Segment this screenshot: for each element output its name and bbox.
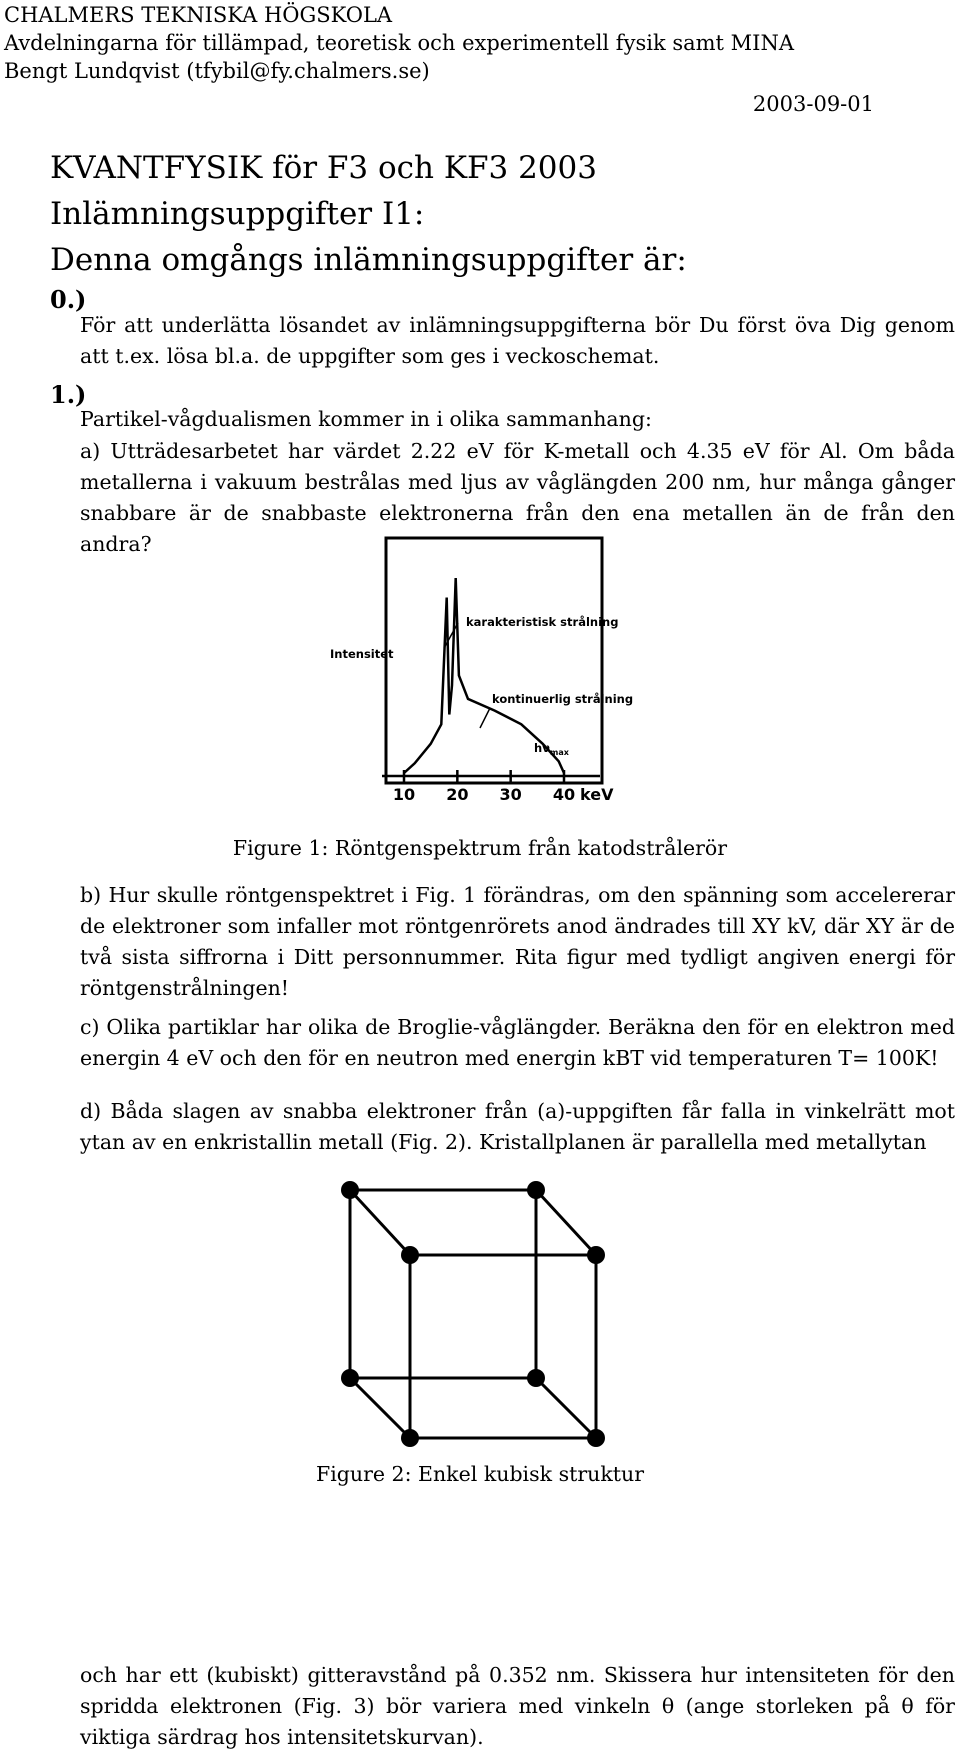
- cubic-structure-figure: [300, 1160, 660, 1440]
- task1d-text: d) Båda slagen av snabba elektroner från (a)-uppgiften får falla in vinkelrätt mot ytan av en enkristallin metall (Fig. 2). Kristallplanen är parallella med metallytan: [80, 1099, 955, 1154]
- xray-spectrum-figure: [330, 538, 634, 808]
- figure1-caption: Figure 1: Röntgenspektrum från katodstrålerör: [232, 836, 728, 860]
- atom: [587, 1246, 605, 1264]
- atom: [401, 1246, 419, 1264]
- task1-intro: Partikel-vågdualismen kommer in i olika sammanhang:: [80, 407, 652, 431]
- figure1-annot-characteristic: [466, 615, 618, 629]
- task1a-text: a) Utträdesarbetet har värdet 2.22 eV för K-metall och 4.35 eV för Al. Om båda metallerna i vakuum bestrålas med ljus av våglängden 200 nm, hur många gånger snabbare är de snabbaste elektronerna från den ena metallen än de från den andra?: [80, 439, 955, 556]
- x-tick-label: 30: [499, 785, 522, 804]
- figure2-caption: Figure 2: Enkel kubisk struktur: [316, 1462, 644, 1486]
- task1d-continued-text: och har ett (kubiskt) gitteravstånd på 0.352 nm. Skissera hur intensiteten för den spridda elektronen (Fig. 3) bör variera med vinkeln θ (ange storleken på θ för viktiga särdrag hos intensitetskurvan).: [80, 1663, 955, 1749]
- atom: [527, 1369, 545, 1387]
- task0-number: 0.): [50, 285, 87, 314]
- atom: [341, 1369, 359, 1387]
- figure1-annot-char-text: karakteristisk strålning: [466, 615, 619, 629]
- atom: [401, 1429, 419, 1447]
- x-tick-label: 40: [552, 785, 576, 804]
- institution-line: CHALMERS TEKNISKA HÖGSKOLA: [4, 3, 393, 27]
- figure1-ylabel: Intensitet: [330, 647, 394, 661]
- figure1-annot-hv-text: hν: [534, 741, 551, 755]
- department-line: Avdelningarna för tillämpad, teoretisk och experimentell fysik samt MINA: [4, 31, 795, 55]
- x-unit-label: keV: [580, 785, 614, 804]
- task1c-text: c) Olika partiklar har olika de Broglie-våglängder. Beräkna den för en elektron med energin 4 eV och den för en neutron med energin kBT vid temperaturen T= 100K!: [80, 1015, 955, 1070]
- task1b-text: b) Hur skulle röntgenspektret i Fig. 1 förändras, om den spänning som accelererar de elektroner som infaller mot röntgenrörets anod ändrades till XY kV, där XY är de två sista siffrorna i Ditt personnummer. Rita figur med tydligt angiven energi för röntgenstrålningen!: [80, 883, 955, 1000]
- task0-text: För att underlätta lösandet av inlämningsuppgifterna bör Du först öva Dig genom att t.ex. lösa bl.a. de uppgifter som ges i veckoschemat.: [80, 313, 955, 368]
- figure1-annot-continuous: kontinuerlig strålning: [492, 692, 634, 706]
- figure1-cont-arrow: [480, 708, 490, 728]
- x-tick-label: 20: [446, 785, 469, 804]
- course-title: KVANTFYSIK för F3 och KF3 2003: [50, 150, 597, 186]
- figure1-annot-hv-sub: max: [550, 748, 569, 757]
- cube-edges: [350, 1190, 596, 1438]
- intro-heading: Denna omgångs inlämningsuppgifter är:: [50, 242, 687, 278]
- assignment-title: Inlämningsuppgifter I1:: [50, 196, 425, 232]
- document-date: 2003-09-01: [752, 92, 874, 116]
- atom: [341, 1181, 359, 1199]
- figure1-frame: [386, 538, 602, 783]
- atom: [527, 1181, 545, 1199]
- author-line: Bengt Lundqvist (tfybil@fy.chalmers.se): [4, 59, 430, 83]
- atom: [587, 1429, 605, 1447]
- x-tick-label: 10: [392, 785, 416, 804]
- task1-number: 1.): [50, 380, 87, 409]
